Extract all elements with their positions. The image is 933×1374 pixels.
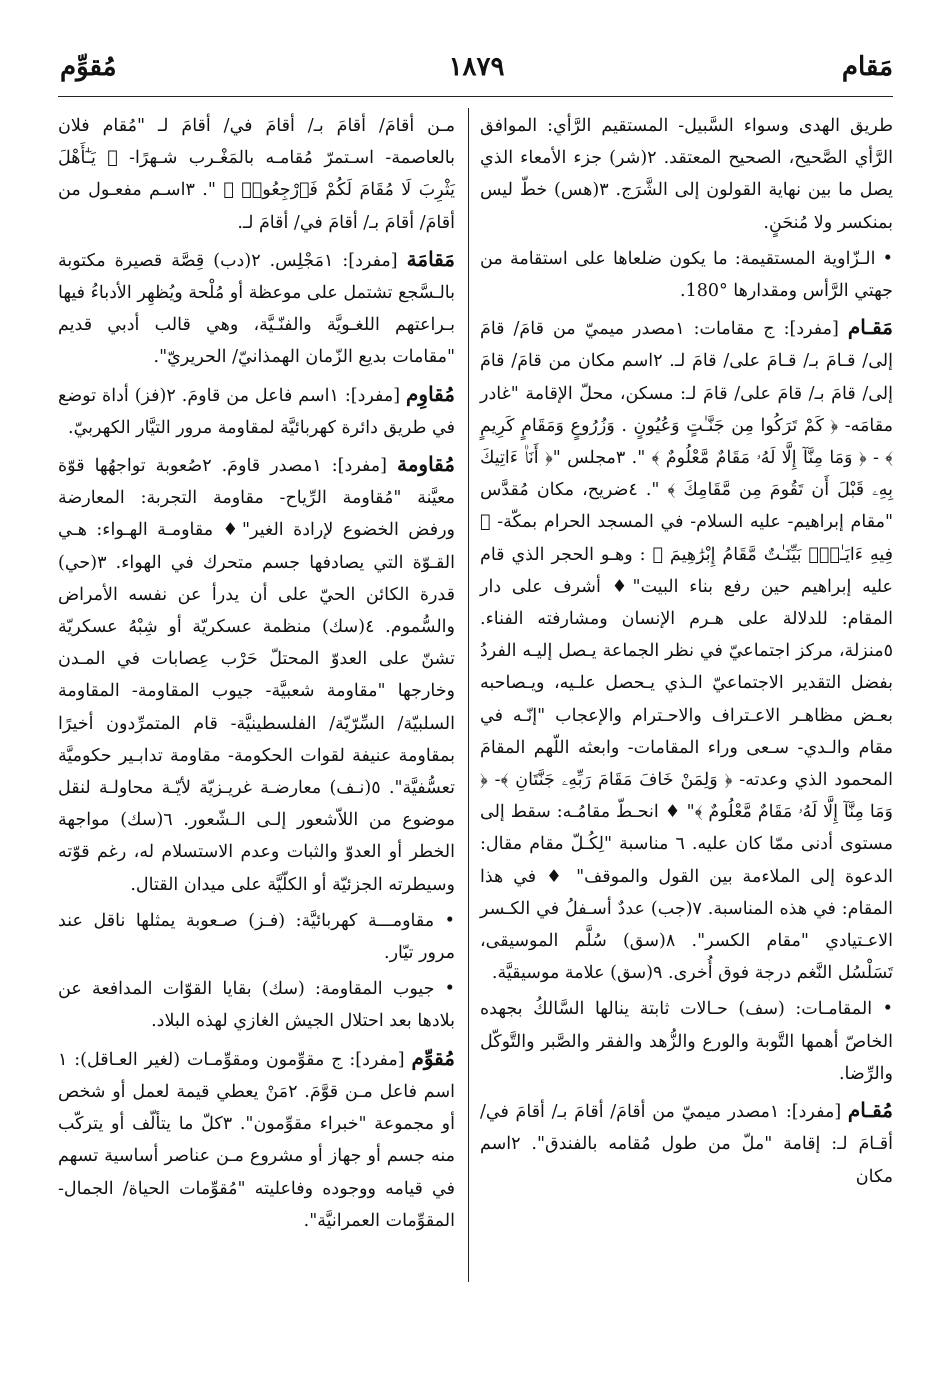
left-column: [58, 110, 455, 1241]
entry-headword: مُقـام: [847, 1098, 893, 1123]
entry-headword: مَقـام: [847, 315, 893, 340]
dictionary-entry: مُقاوِم [مفرد]: ١اسم فاعل من قاومَ. ٢(فز) أداة توضع في طريق دائرة كهربائيَّة لمقاومة مرور التيَّار الكهربيّ.: [58, 381, 455, 438]
right-column: [480, 110, 893, 1197]
dictionary-entry: • مقاومـــة كهربائيَّة: (فـز) صـعوبة يمثلها ناقل عند مرور تيّار.: [58, 910, 455, 964]
dictionary-entry: مَقامَة [مفرد]: ١مَجْلِس. ٢(دب) قِصَّة قصيرة مكتوبة بالـسَّجع تشتمل على موعظة أو مُلْحة ويُظهِر الأدباءُ فيها بـراعتهم اللغـويَّة والفنّـيَّة، وهي قالب أدبي قديم "مقامات بديع الزّمان الهمذانيّ/ الحريريّ".: [58, 246, 456, 368]
entry-headword: مُقوِّم: [411, 1045, 455, 1070]
page-header: [60, 52, 893, 92]
dictionary-entry: مُقوِّم [مفرد]: ج مقوِّمون ومقوِّمـات (لغير العـاقل): ١ اسم فاعل مـن قوَّمَ. ٢مَنْ يعطي قيمة لعمل أو شخص أو مجموعة "خبراء مقوِّمون". ٣كلّ ما يتألّف أو يتركّب منه جسم أو جهاز أو مشروع مـن عناصر أساسية تسهم في قيامه ووجوده وفاعليته "مُقوِّمات الحياة/ الجمال- المقوِّمات العمرانيَّة".: [58, 1045, 455, 1231]
dictionary-entry: مـن أقامَ/ أقامَ بـ/ أقامَ في/ أقامَ لـ "مُقام فلان بالعاصمة- اسـتمرّ مُقامـه بالمَغْـرب شـهرًا- ﴿ يَـٰٓأَهْلَ يَثْرِبَ لَا مُقَامَ لَكُمْ فَٱرْجِعُوا۟ ﴾ ". ٣اسـم مفعـول من أقامَ/ أقامَ بـ/ أقامَ في/ أقامَ لـ.: [58, 116, 455, 233]
dictionary-entry: مَقـام [مفرد]: ج مقامات: ١مصدر ميميّ من قامَ/ قامَ إلى/ قـامَ بـ/ قـامَ على/ قامَ لـ. ٢اسم مكان من قامَ/ قامَ إلى/ قامَ بـ/ قامَ على/ قامَ لـ: مسكن، محلّ الإقامة "غادر مقامَه- ﴿ كَمْ تَرَكُوا مِن جَنَّـٰتٍ وَعُيُونٍ . وَزُرُوعٍ وَمَقَامٍ كَرِيمٍ ﴾ - ﴿ وَمَا مِنَّآ إِلَّا لَهُۥ مَقَامٌ مَّعْلُومٌ ﴾ ". ٣مجلس "﴿ أَنَا۠ ءَاتِيكَ بِهِۦ قَبْلَ أَن تَقُومَ مِن مَّقَامِكَ ﴾ ". ٤ضريح، مكان مُقدَّس "مقام إبراهيم- عليه السلام- في المسجد الحرام بمكّة- ﴿ فِيهِ ءَايَـٰتٌۢ بَيِّنَـٰتٌ مَّقَامُ إِبْرَٰهِيمَ ﴾ : وهـو الحجر الذي قام عليه إبراهيم حين رفع بناء البيت"♦ أشرف على دار المقام: للدلالة على هـرم الإنسان ومشارفته الفناء. ٥منزلة، مركز اجتماعيّ في نظر الجماعة يـصل إليـه الفردُ بفضل التقدير الاجتماعيّ الـذي يـحصل علـيه، ويـصاحبه بعـض مظاهـر الاعـتراف والاحـترام والإعجاب "إنّـه في مقام والـدي- سـعى وراء المقامات- وابعثه اللّهم المقامَ المحمود الذي وعدته- ﴿ وَلِمَنْ خَافَ مَقَامَ رَبِّهِۦ جَنَّتَانِ ﴾- ﴿ وَمَا مِنَّآ إِلَّا لَهُۥ مَقَامٌ مَّعْلُومٌ ﴾" ♦ انحـطّ مقامُـه: سقط إلى مستوى أدنى ممّا كان عليه. ٦ مناسبة "لِكُـلّ مقام مقال: الدعوة إلى الملاءمة بين القول والموقف" ♦ في هذا المقام: في هذه المناسبة. ٧(جب) عددٌ أسـفلُ في الكـسر الاعـتيادي "مقام الكسر". ٨(سق) سُلَّم الموسيقى، تَسَلْسُل النَّغم درجة فوق أُخرى. ٩(سق) علامة موسيقيَّة.: [480, 315, 894, 984]
dictionary-entry: طريق الهدى وسواء السَّبيل- المستقيم الرَّأي: الموافق الرَّأي الصَّحيح، الصحيح المعتقد. ٢(شر) جزء الأمعاء الذي يصل ما بين نهاية القولون إلى الشَّرَج. ٣(هس) خطّ ليس بمنكسر ولا مُنحَنٍ.: [480, 116, 893, 233]
running-headword-right: مَقام: [841, 52, 893, 82]
entry-headword: مَقامَة: [406, 246, 456, 271]
dictionary-entry: مُقـام [مفرد]: ١مصدر ميميّ من أقامَ/ أقامَ بـ/ أقامَ في/ أقـامَ لـ: إقامة "ملّ من طول مُقامه بالفندق". ٢اسم مكان: [480, 1098, 893, 1187]
column-divider: [468, 108, 469, 1282]
dictionary-entry: • الـزّاوية المستقيمة: ما يكون ضلعاها على استقامة من جهتي الرَّأس ومقدارها °180.: [480, 248, 893, 302]
dictionary-entry: • جيوب المقاومة: (سك) بقايا القوّات المدافعة عن بلادها بعد احتلال الجيش الغازي لهذه البلاد.: [58, 979, 455, 1032]
dictionary-entry: • المقامـات: (سف) حـالات ثابتة ينالها السَّالكُ بجهده الخاصّ أهمها التَّوبة والورع والزُّهد والفقر والصَّبر والتَّوكّل والرِّضا.: [480, 999, 893, 1084]
running-headword-left: مُقوِّم: [60, 52, 117, 82]
page-number: ١٨٧٩: [448, 52, 505, 82]
entry-headword: مُقاومة: [396, 452, 455, 477]
header-rule: [58, 96, 893, 97]
dictionary-entry: مُقاومة [مفرد]: ١مصدر قاومَ. ٢صُعوبة تواجهُها قوّة معيَّنة "مُقاومة الرِّياح- مقاومة التجربة: المعارضة ورفض الخضوع لإرادة الغير"♦ مقاومـة الهـواء: هـي القـوّة التي يصادفها جسم متحرك في الهواء. ٣(حي) قدرة الكائن الحيّ على أن يدرأ عن نفسه الأمراض والسُّموم. ٤(سك) منظمة عسكريّة أو شِبْهُ عسكريّة تشنّ على العدوّ المحتلّ حَرْب عِصابات في المـدن وخارجها "مقاومة شعبيَّة- جيوب المقاومة- المقاومة السلبيّة/ السِّرّيّة/ الفلسطينيَّة- قام المتمرِّدون أخيرًا بمقاومة عنيفة لقوات الحكومة- مقاومة تدابـير حكوميَّة تعسُّفيَّة". ٥(نـف) معارضـة غريـزيّة لأيّـة محاولـة لنقل موضوع من اللاّشعور إلـى الـشّعور. ٦(سك) مواجهة الخطر أو العدوّ والثبات وعدم الاستسلام له، رغم قوّته وسيطرته الجزئيّة أو الكلّيَّة على ميدان القتال.: [58, 452, 455, 895]
entry-headword: مُقاوِم: [406, 381, 455, 406]
